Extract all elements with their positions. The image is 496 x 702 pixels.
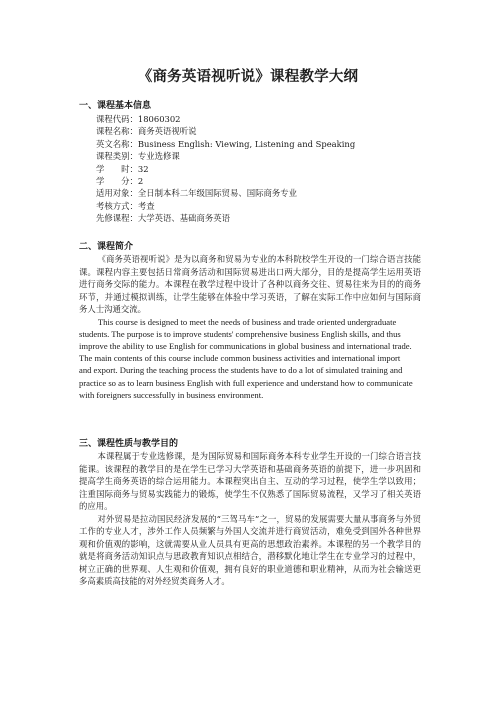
section-nature-and-purpose <box>79 438 421 588</box>
info-row-prerequisites: 先修课程：大学英语、基础商务英语 <box>96 213 230 224</box>
section-heading-course-intro: 二、课程简介 <box>79 242 134 252</box>
section-heading-basic-info: 一、课程基本信息 <box>79 101 152 111</box>
info-row-assessment: 考核方式：考查 <box>96 200 155 211</box>
purpose-paragraph-2: 对外贸易是拉动国民经济发展的“三驾马车”之一，贸易的发展需要大量从事商务与外贸工作的专业人才，涉外工作人员频繁与外国人交流并进行商贸活动，难免受到国外各种世界观和价值观的影响，这就需要从业人员具有更高的思想政治素养。本课程的另一个教学目的就是将商务活动知识点与思政教育知识点相结合，潜移默化地让学生在专业学习的过程中，树立正确的世界观、人生观和价值观，拥有良好的职业道德和职业精神，从而为社会输送更多高素质高技能的对外经贸类商务人才。 <box>79 513 421 586</box>
intro-paragraph-chinese: 《商务英语视听说》是为以商务和贸易为专业的本科院校学生开设的一门综合语言技能课。课程内容主要包括日常商务活动和国际贸易进出口两大部分，目的是提高学生运用英语进行商务交际的能力。本课程在教学过程中设计了各种以商务交往、贸易往来为目的的商务环节，并通过模拟训练，让学生能够在体验中学习英语，了解在实际工作中应如何与国际商务人士沟通交流。 <box>79 254 421 314</box>
section-course-intro <box>79 241 421 401</box>
basic-info-list <box>79 113 421 225</box>
info-row-course-category: 课程类别：专业选修课 <box>96 151 180 162</box>
info-row-hours: 学 时：32 <box>96 163 149 174</box>
purpose-paragraph-1: 本课程属于专业选修课，是为国际贸易和国际商务本科专业学生开设的一门综合语言技能课。该课程的教学目的是在学生已学习大学英语和基础商务英语的前提下，进一步巩固和提高学生商务英语的综合运用能力。本课程突出自主、互动的学习过程，使学生学以致用；注重国际商务与贸易实践能力的锻炼，使学生不仅熟悉了国际贸易流程，又学习了相关英语的应用。 <box>79 451 421 511</box>
info-row-course-name: 课程名称：商务英语视听说 <box>96 126 197 137</box>
info-row-credits: 学 分：2 <box>96 175 144 186</box>
info-row-english-name: 英文名称：Business English: Viewing, Listening and Speaking <box>96 138 356 149</box>
section-basic-info <box>79 100 421 225</box>
section-heading-nature-and-purpose: 三、课程性质与教学目的 <box>79 439 179 449</box>
intro-paragraph-english: This course is designed to meet the needs of business and trade oriented undergraduate students. The purpose is to improve students' comprehensive business English skills, and thus improve the ability to use English for communications in global business and international trade. The main contents of this course include common business activities and international import and export. During the teaching process the students have to do a lot of simulated training and practice so as to learn business English with full experience and understand how to communicate with foreigners successfully in business environment. <box>79 316 413 400</box>
document-title: 《商务英语视听说》课程教学大纲 <box>137 69 359 85</box>
info-row-target-students: 适用对象：全日制本科二年级国际贸易、国际商务专业 <box>96 188 297 199</box>
info-row-course-code: 课程代码：18060302 <box>96 114 181 124</box>
